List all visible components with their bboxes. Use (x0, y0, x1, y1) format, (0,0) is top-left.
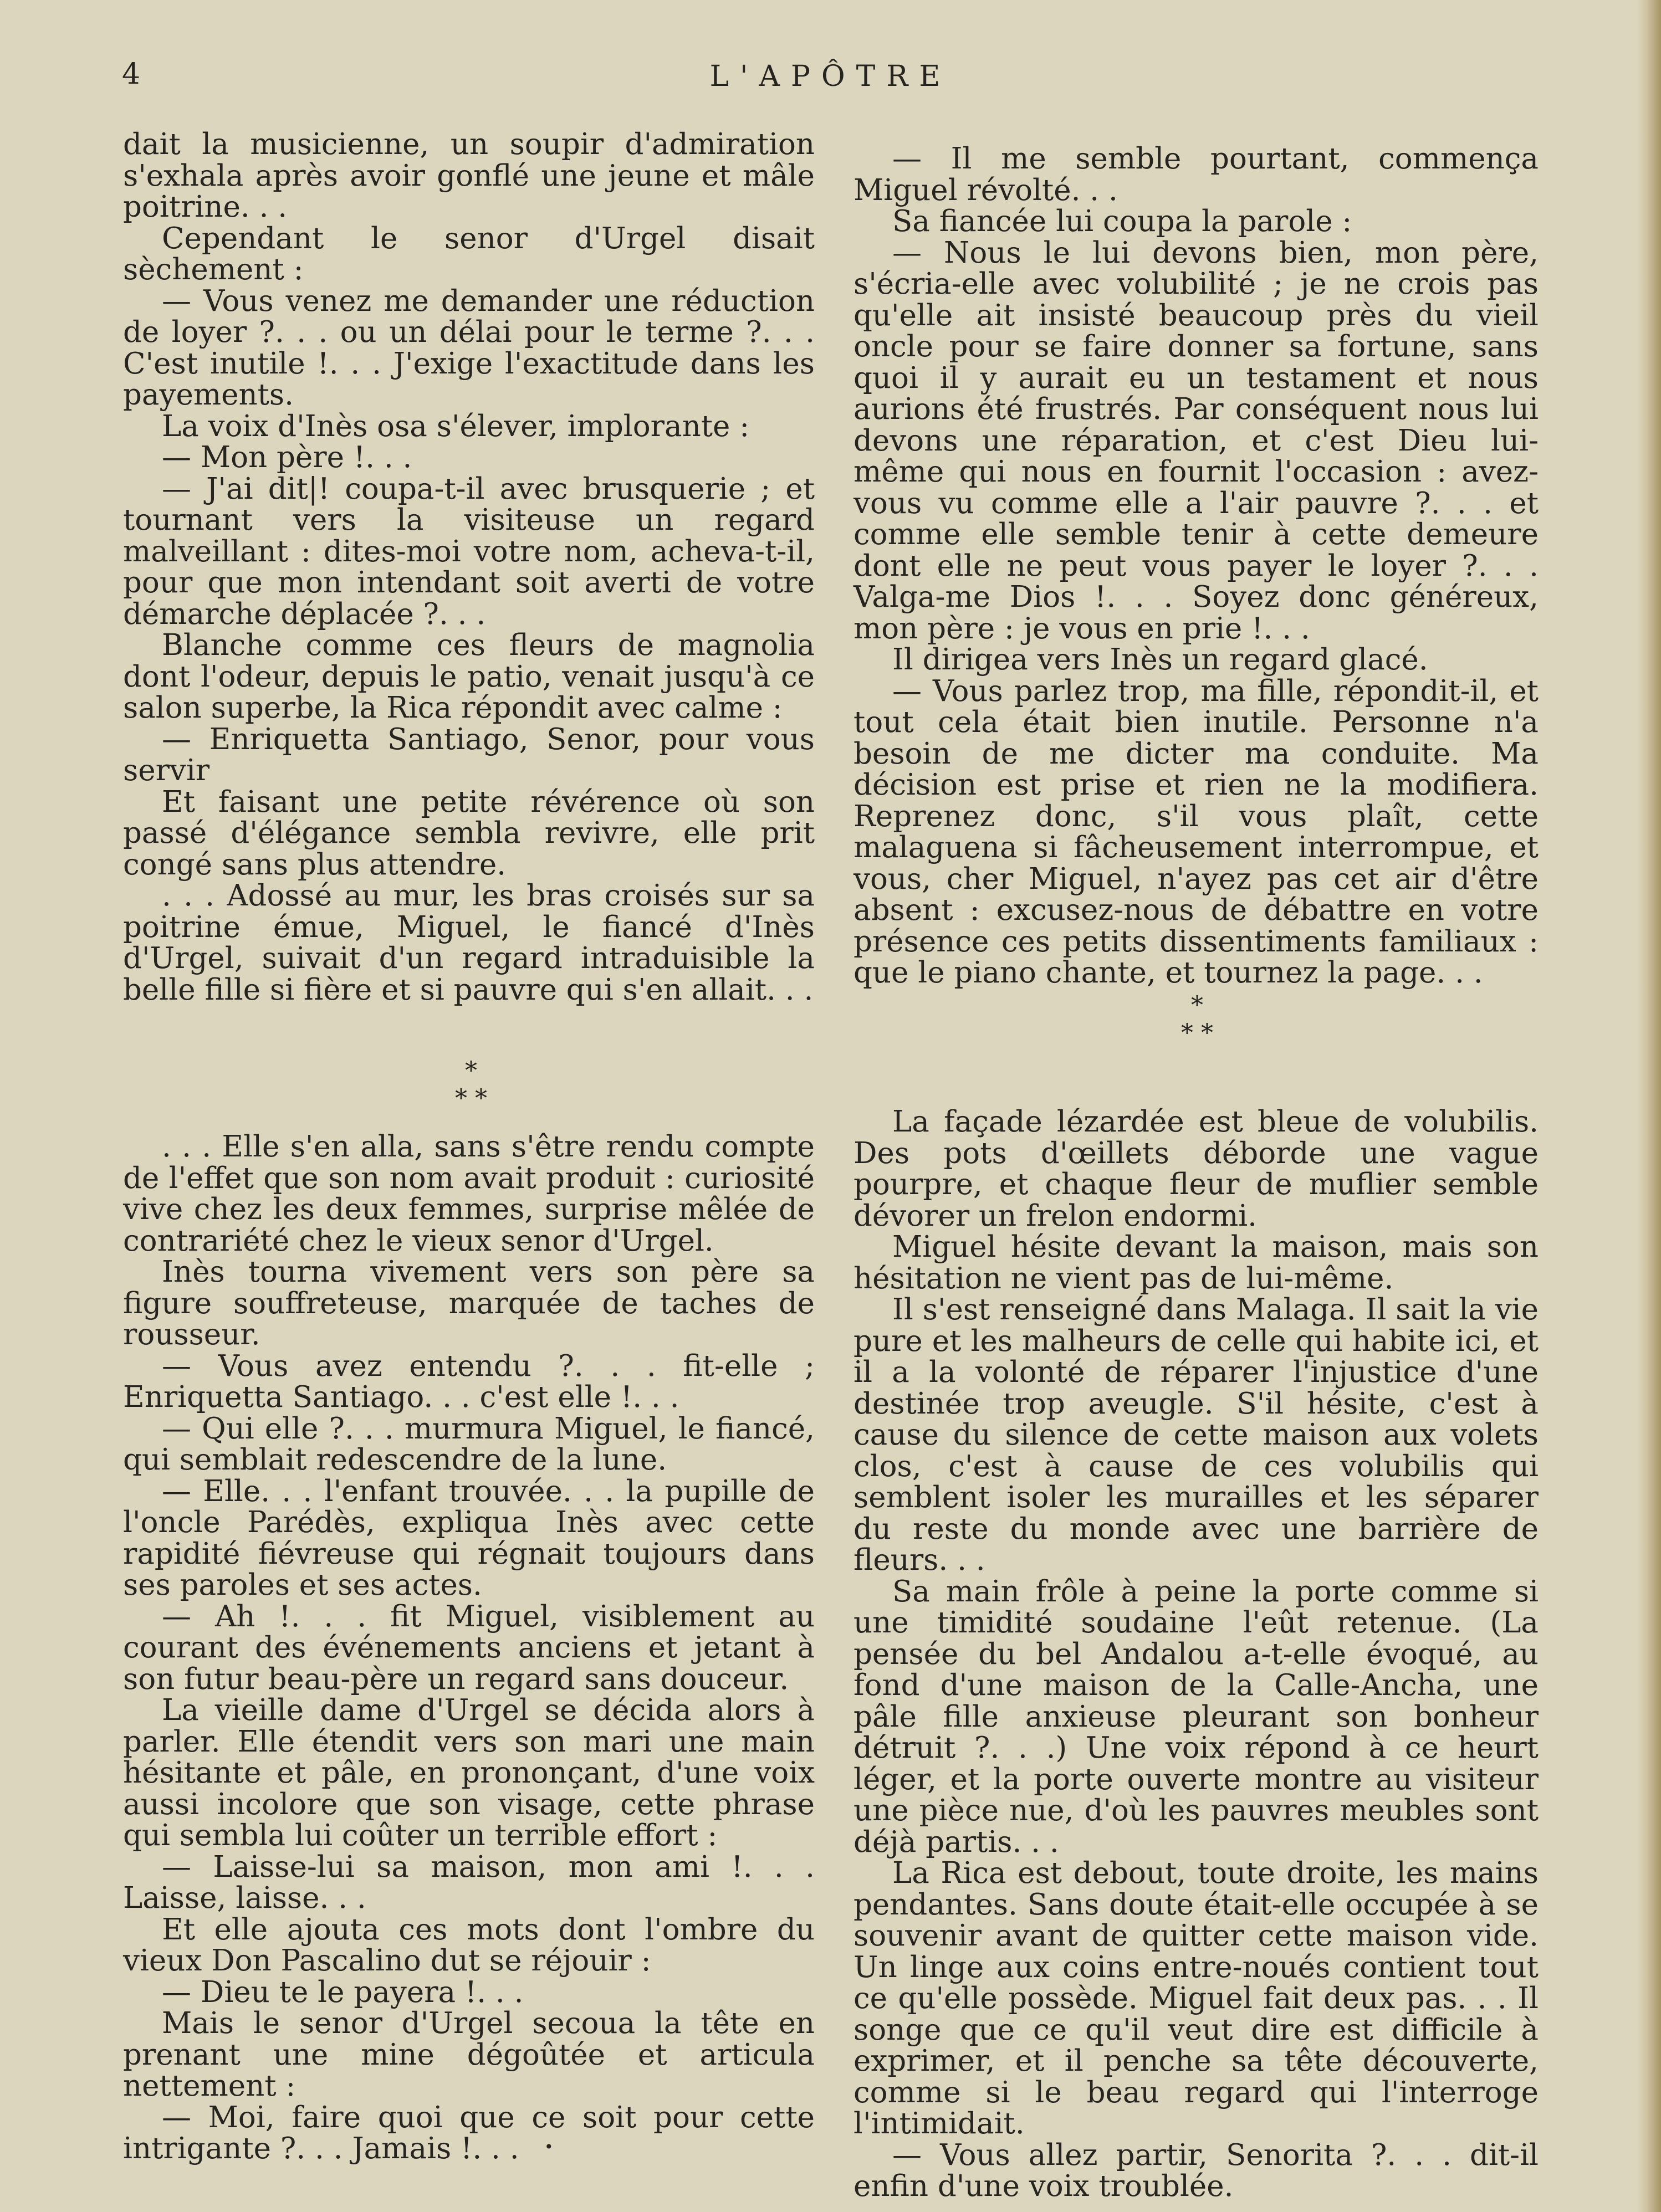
asterism-top-star: * (1191, 991, 1203, 1020)
paragraph: — Dieu te le payera !. . . (162, 1975, 524, 2009)
section-break-asterism (1114, 992, 1280, 1047)
paragraph: Sa main frôle à peine la porte comme si une timidité soudaine l'eût retenue. (La pensée du bel Andalou a-t-elle évoqué, au fond d'une maison de la Calle-Ancha, une pâle fille anxieuse pleurant son bonheur détruit ?. . .) Une voix répond à ce heurt léger, et la porte ouverte montre au visiteur une pièce nue, d'où les pauvres meubles sont déjà partis. . . (854, 1574, 1539, 1859)
left-column-top (123, 129, 815, 1006)
asterism-bottom-stars: * * (1181, 1019, 1213, 1047)
right-column-top (854, 144, 1539, 989)
paragraph: . . . Adossé au mur, les bras croisés sur sa poitrine émue, Miguel, le fiancé d'Inès d'Urgel, suivait d'un regard intraduisible la belle fille si fière et si pauvre qui s'en allait. . . (123, 879, 815, 1007)
paragraph: — Nous le lui devons bien, mon père, s'écria-elle avec volubilité ; je ne crois pas qu'elle ait insisté beaucoup près du vieil oncle pour se faire donner sa fortune, sans quoi il y aurait eu un testament et nous aurions été frustrés. Par conséquent nous lui devons une réparation, et c'est Dieu lui-même qui nous en fournit l'occasion : avez-vous vu comme elle a l'air pauvre ?. . . et comme elle semble tenir à cette demeure dont elle ne peut vous payer le loyer ?. . . Valga-me Dios !. . . Soyez donc généreux, mon père : je vous en prie !. . . (854, 235, 1539, 646)
paragraph: dait la musicienne, un soupir d'admiration s'exhala après avoir gonflé une jeune et mâle poitrine. . . (123, 127, 815, 224)
asterism-bottom-stars: * * (455, 1084, 487, 1113)
paragraph: — Qui elle ?. . . murmura Miguel, le fiancé, qui semblait redescendre de la lune. (123, 1411, 815, 1477)
paragraph: Il s'est renseigné dans Malaga. Il sait la vie pure et les malheurs de celle qui habite ici, et il a la volonté de réparer l'injustice d'une destinée trop aveugle. S'il hésite, c'est à cause du silence de cette maison aux volets clos, c'est à cause de ces volubilis qui semblent isoler les murailles et les séparer du reste du monde avec une barrière de fleurs. . . (854, 1293, 1539, 1577)
paragraph: Inès tourna vivement vers son père sa figure souffreteuse, marquée de taches de rousseur. (123, 1255, 815, 1351)
section-break-asterism (388, 1057, 554, 1113)
paragraph: Il dirigea vers Inès un regard glacé. (892, 643, 1428, 677)
page-edge-shadow (1637, 0, 1661, 2212)
paragraph: Et elle ajouta ces mots dont l'ombre du vieux Don Pascalino dut se réjouir : (123, 1912, 815, 1978)
paragraph: La façade lézardée est bleue de volubilis. Des pots d'œillets déborde une vague pourpre, et chaque fleur de muflier semble dévorer un frelon endormi. (854, 1105, 1539, 1233)
paragraph: — Elle. . . l'enfant trouvée. . . la pupille de l'oncle Parédès, expliqua Inès avec cette rapidité fiévreuse qui régnait toujours dans ses paroles et ses actes. (123, 1474, 815, 1602)
paragraph: — Laisse-lui sa maison, mon ami !. . . Laisse, laisse. . . (123, 1850, 815, 1915)
paragraph: . . . Elle s'en alla, sans s'être rendu compte de l'effet que son nom avait produit : curiosité vive chez les deux femmes, surprise mêlée de contrariété chez le vieux senor d'Urgel. (123, 1130, 815, 1258)
paragraph: — Ah !. . . fit Miguel, visiblement au courant des événements anciens et jetant à son futur beau-père un regard sans douceur. (123, 1599, 815, 1696)
paragraph: La voix d'Inès osa s'élever, implorante : (162, 409, 750, 443)
paragraph: Blanche comme ces fleurs de magnolia dont l'odeur, depuis le patio, venait jusqu'à ce salon superbe, la Rica répondit avec calme : (123, 628, 815, 725)
running-title: L'APÔTRE (709, 60, 952, 93)
paragraph: La vieille dame d'Urgel se décida alors à parler. Elle étendit vers son mari une main hésitante et pâle, en prononçant, d'une voix aussi incolore que son visage, cette phrase qui sembla lui coûter un terrible effort : (123, 1693, 815, 1852)
page-number: 4 (122, 58, 142, 91)
paragraph: Mais le senor d'Urgel secoua la tête en prenant une mine dégoûtée et articula nettement : (123, 2006, 815, 2103)
paragraph: — J'ai dit|! coupa-t-il avec brusquerie ; et tournant vers la visiteuse un regard malveillant : dites-moi votre nom, acheva-t-il, pour que mon intendant soit averti de votre démarche déplacée ?. . . (123, 472, 815, 631)
footer-mark: • (544, 2138, 554, 2156)
left-column-bottom (123, 1131, 815, 2165)
paragraph: Et faisant une petite révérence où son passé d'élégance sembla revivre, elle prit congé sans plus attendre. (123, 785, 815, 882)
paragraph: La Rica est debout, toute droite, les mains pendantes. Sans doute était-elle occupée à se souvenir avant de quitter cette maison vide. Un linge aux coins entre-noués contient tout ce qu'elle possède. Miguel fait deux pas. . . Il songe que ce qu'il veut dire est difficile à exprimer, et il penche sa tête découverte, comme si le beau regard qui l'interroge l'intimidait. (854, 1856, 1539, 2141)
paragraph: — Vous avez entendu ?. . . fit-elle ; Enriquetta Santiago. . . c'est elle !. . . (123, 1349, 815, 1414)
paragraph: — Mon père !. . . (162, 441, 412, 474)
paragraph: Miguel hésite devant la maison, mais son hésitation ne vient pas de lui-même. (854, 1230, 1539, 1296)
paragraph: — Vous parlez trop, ma fille, répondit-il, et tout cela était bien inutile. Personne n'a besoin de me dicter ma conduite. Ma décision est prise et rien ne la modifiera. Reprenez donc, s'il vous plaît, cette malaguena si fâcheusement interrompue, et vous, cher Miguel, n'ayez pas cet air d'être absent : excusez-nous de débattre en votre présence ces petits dissentiments familiaux : que le piano chante, et tournez la page. . . (854, 674, 1539, 990)
paragraph: — Vous allez partir, Senorita ?. . . dit-il enfin d'une voix troublée. (854, 2138, 1539, 2203)
paragraph: Sa fiancée lui coupa la parole : (892, 204, 1352, 238)
paragraph: — Vous venez me demander une réduction de loyer ?. . . ou un délai pour le terme ?. . . C'est inutile !. . . J'exige l'exactitude dans les payements. (123, 284, 815, 412)
right-column-bottom (854, 1107, 1539, 2203)
paragraph: — Enriquetta Santiago, Senor, pour vous servir (123, 722, 815, 787)
paragraph: — Il me semble pourtant, commença Miguel révolté. . . (854, 142, 1539, 207)
paragraph: Cependant le senor d'Urgel disait sèchement : (123, 221, 815, 286)
asterism-top-star: * (465, 1057, 477, 1085)
paragraph: — Moi, faire quoi que ce soit pour cette intrigante ?. . . Jamais !. . . (123, 2100, 815, 2165)
